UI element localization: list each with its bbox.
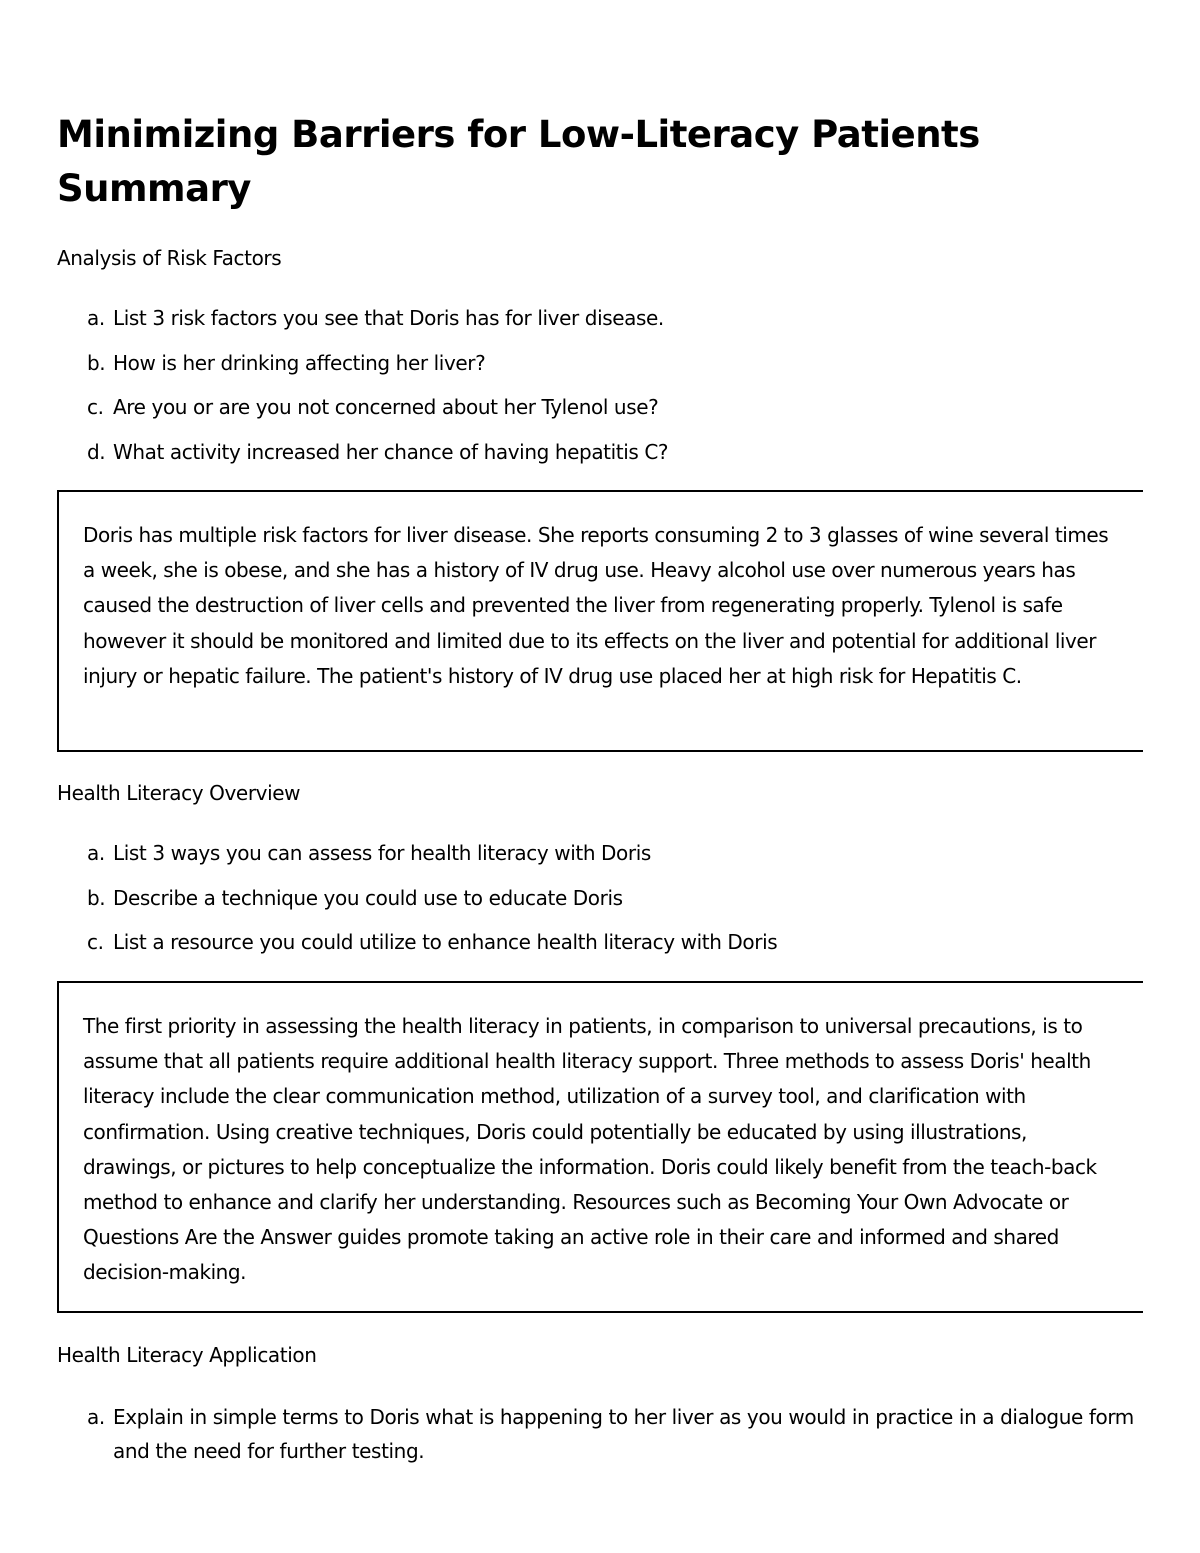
question-text: List 3 ways you can assess for health literacy with Doris xyxy=(113,841,651,865)
question-marker: b. xyxy=(87,885,106,910)
question-text: How is her drinking affecting her liver? xyxy=(113,350,486,375)
question-marker: c. xyxy=(87,930,104,954)
question-marker: a. xyxy=(87,1405,105,1429)
question-list-health-literacy-overview xyxy=(87,839,1147,973)
question-marker: b. xyxy=(87,350,106,375)
question-marker: c. xyxy=(87,395,104,419)
document-title: Minimizing Barriers for Low-Literacy Patients Summary xyxy=(57,113,980,210)
question-item xyxy=(87,304,1147,349)
answer-box-risk-factors xyxy=(57,490,1143,752)
question-text: Are you or are you not concerned about her Tylenol use? xyxy=(113,395,659,419)
question-marker: a. xyxy=(87,841,105,865)
question-list-health-literacy-application xyxy=(87,1400,1147,1468)
section-heading-health-literacy-application: Health Literacy Application xyxy=(57,1343,317,1367)
question-item xyxy=(87,884,1147,929)
question-text: Explain in simple terms to Doris what is happening to her liver as you would in practice in a dialogue form and the need for further testing. xyxy=(113,1405,1134,1463)
answer-text: The first priority in assessing the health literacy in patients, in comparison to universal precautions, is to assume that all patients require additional health literacy support. Three methods to assess Doris' health literacy include the clear communication method, utilization of a survey tool, and clarification with confirmation. Using creative techniques, Doris could potentially be educated by using illustrations, drawings, or pictures to help conceptualize the information. Doris could likely benefit from the teach-back method to enhance and clarify her understanding. Resources such as Becoming Your Own Advocate or Questions Are the Answer guides promote taking an active role in their care and informed and shared decision-making. xyxy=(83,1014,1097,1285)
answer-box-health-literacy-overview xyxy=(57,981,1143,1313)
question-text: What activity increased her chance of having hepatitis C? xyxy=(113,439,669,464)
question-item xyxy=(87,393,1147,438)
question-marker: d. xyxy=(87,439,106,464)
question-list-risk-factors xyxy=(87,304,1147,482)
question-item xyxy=(87,928,1147,973)
section-heading-health-literacy-overview: Health Literacy Overview xyxy=(57,781,301,805)
question-marker: a. xyxy=(87,306,105,330)
question-text: List 3 risk factors you see that Doris has for liver disease. xyxy=(113,306,664,330)
question-text: List a resource you could utilize to enhance health literacy with Doris xyxy=(113,930,778,954)
question-item xyxy=(87,839,1147,884)
answer-text: Doris has multiple risk factors for liver disease. She reports consuming 2 to 3 glasses of wine several times a week, she is obese, and she has a history of IV drug use. Heavy alcohol use over numerous years has caused the destruction of liver cells and prevented the liver from regenerating properly. Tylenol is safe however it should be monitored and limited due to its effects on the liver and potential for additional liver injury or hepatic failure. The patient's history of IV drug use placed her at high risk for Hepatitis C. xyxy=(83,523,1109,688)
question-text: Describe a technique you could use to educate Doris xyxy=(113,885,623,910)
question-item xyxy=(87,1400,1147,1468)
question-item xyxy=(87,438,1147,483)
question-item xyxy=(87,349,1147,394)
section-heading-risk-factors: Analysis of Risk Factors xyxy=(57,246,282,270)
